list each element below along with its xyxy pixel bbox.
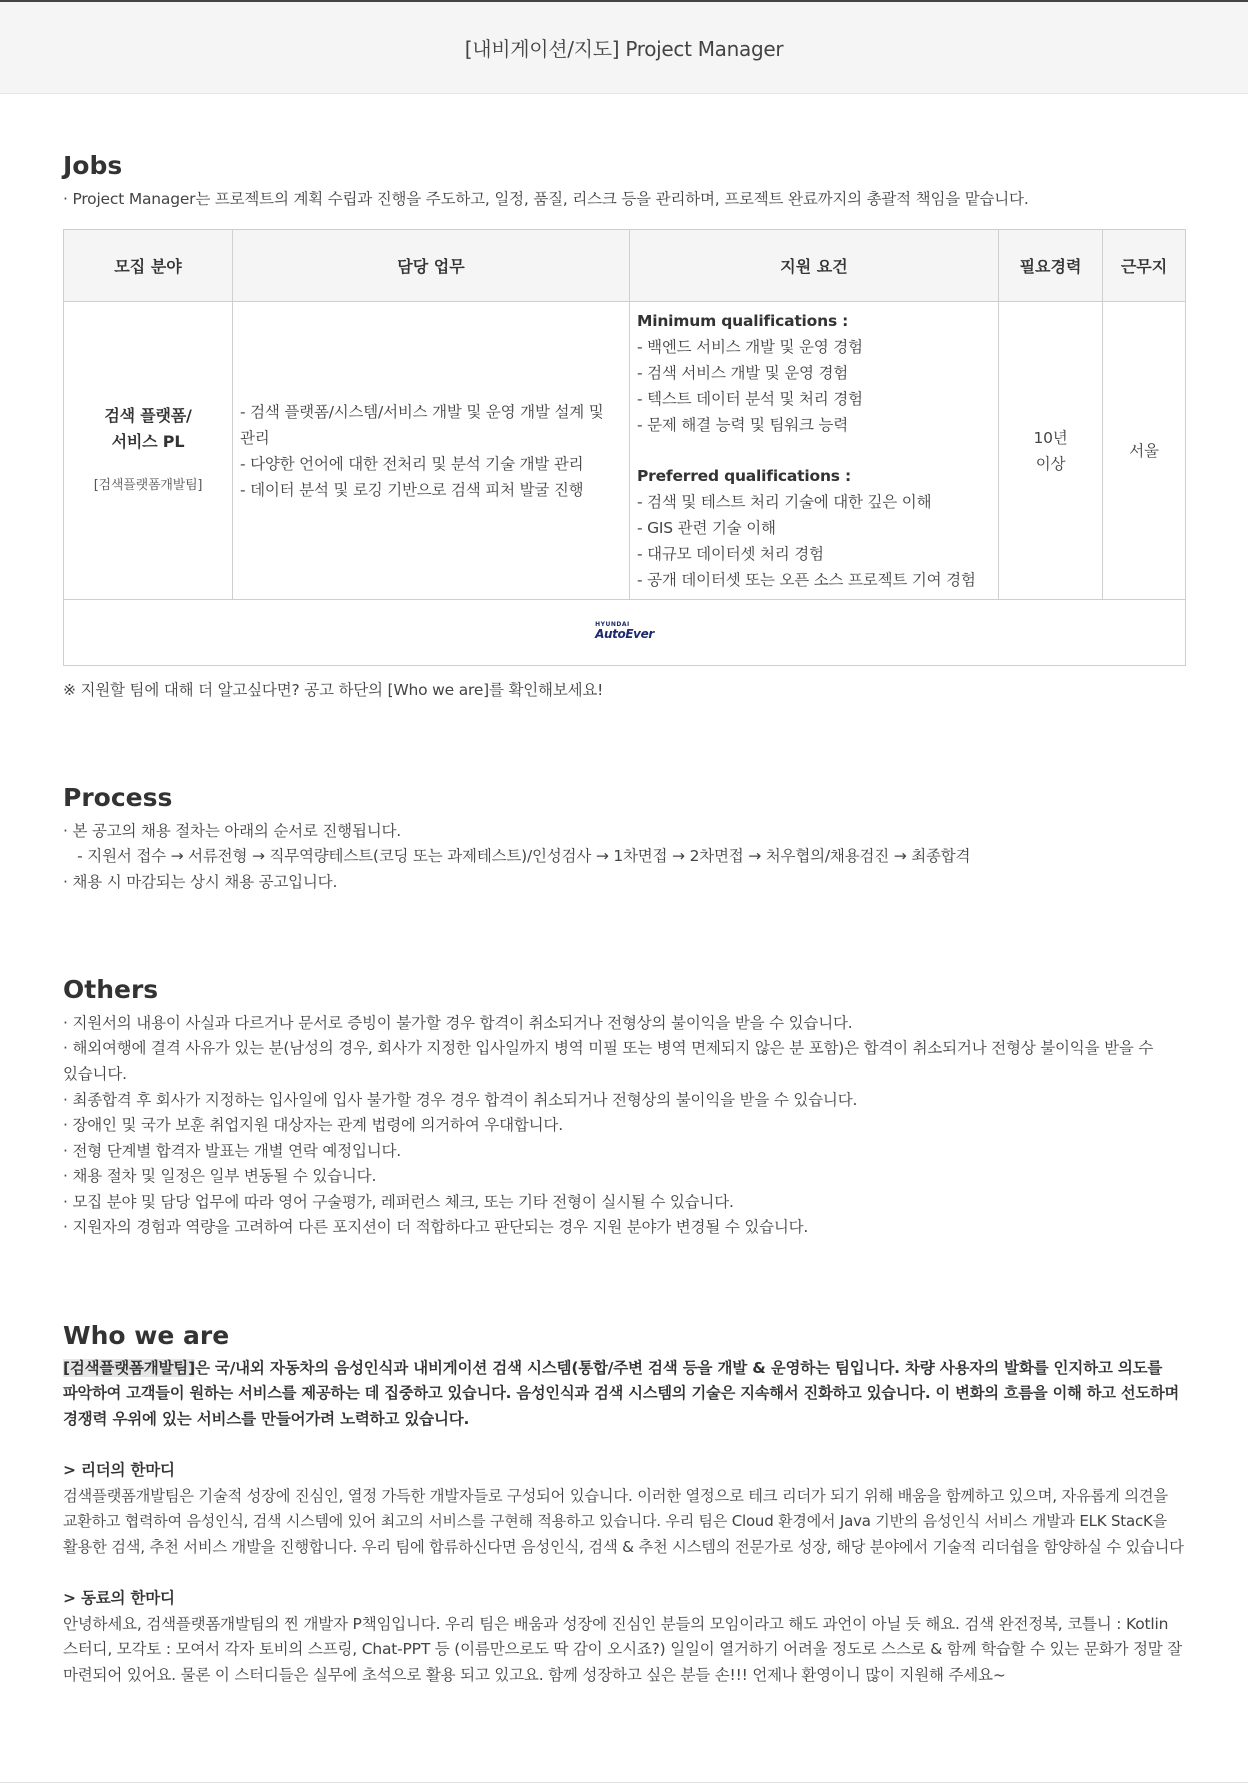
min-qualifications-title: Minimum qualifications :	[637, 312, 849, 330]
min-qualification-item: - 문제 해결 능력 및 팀워크 능력	[637, 416, 849, 434]
header-duty: 담당 업무	[233, 230, 630, 302]
field-name-line-1: 검색 플랫폼/	[104, 405, 192, 425]
colleague-title: > 동료의 한마디	[63, 1589, 175, 1607]
pref-qualifications-title: Preferred qualifications :	[637, 467, 852, 485]
others-line: · 지원자의 경험과 역량을 고려하여 다른 포지션이 더 적합하다고 판단되는 경우 지원 분야가 변경될 수 있습니다.	[63, 1218, 809, 1236]
process-line: · 본 공고의 채용 절차는 아래의 순서로 진행됩니다.	[63, 822, 402, 840]
min-qualification-item: - 검색 서비스 개발 및 운영 경험	[637, 364, 849, 382]
logo-main-text: AutoEver	[595, 626, 654, 641]
spacer	[637, 438, 991, 463]
logo-top-text: HYUNDAI	[595, 620, 630, 628]
others-line: · 모집 분야 및 담당 업무에 따라 영어 구술평가, 레퍼런스 체크, 또는 기타 전형이 실시될 수 있습니다.	[63, 1193, 734, 1211]
table-header-row	[64, 230, 1186, 302]
duty-line: - 다양한 언어에 대한 전처리 및 분석 기술 개발 관리	[240, 454, 584, 473]
process-line: · 채용 시 마감되는 상시 채용 공고입니다.	[63, 873, 338, 891]
colleague-line: 안녕하세요, 검색플랫폼개발팀의 찐 개발자 P책임입니다. 우리 팀은 배움과 성장에 진심인 분들의 모임이라고 해도 과언이 아닐 듯 해요. 검색 완전정복, 코틀니 : Kotlin	[63, 1615, 1169, 1633]
location-cell: 서울	[1103, 302, 1186, 600]
field-name-line-2: 서비스 PL	[111, 431, 185, 451]
experience-line-2: 이상	[1035, 454, 1066, 473]
header-requirements: 지원 요건	[630, 230, 999, 302]
pref-qualification-item: - GIS 관련 기술 이해	[637, 519, 776, 537]
others-line: · 장애인 및 국가 보훈 취업지원 대상자는 관계 법령에 의거하여 우대합니다.	[63, 1116, 563, 1134]
min-qualification-item: - 텍스트 데이터 분석 및 처리 경험	[637, 390, 863, 408]
duty-line: - 검색 플랫폼/시스템/서비스 개발 및 운영 개발 설계 및	[240, 402, 604, 421]
duty-line: 관리	[240, 428, 270, 447]
pref-qualification-item: - 공개 데이터셋 또는 오픈 소스 프로젝트 기여 경험	[637, 571, 976, 589]
logo-cell	[64, 600, 1186, 666]
others-line: · 지원서의 내용이 사실과 다르거나 문서로 증빙이 불가할 경우 합격이 취소되거나 전형상의 불이익을 받을 수 있습니다.	[63, 1014, 853, 1032]
leader-line: 검색플랫폼개발팀은 기술적 성장에 진심인, 열정 가득한 개발자들로 구성되어 있습니다. 이러한 열정으로 테크 리더가 되기 위해 배움을 함께하고 있으며, 자유롭게 의견을	[63, 1487, 1168, 1505]
experience-line-1: 10년	[1033, 428, 1068, 447]
who-intro-text: 은 국/내외 자동차의 음성인식과 내비게이션 검색 시스템(통합/주변 검색 등을 개발 & 운영하는 팀입니다. 차량 사용자의 발화를 인지하고 의도를	[194, 1359, 1163, 1377]
others-line: · 채용 절차 및 일정은 일부 변동될 수 있습니다.	[63, 1167, 377, 1185]
who-title: Who we are	[63, 1321, 230, 1350]
header-experience: 필요경력	[999, 230, 1103, 302]
leader-line: 교환하고 협력하여 음성인식, 검색 시스템에 있어 최고의 서비스를 구현해 적용하고 있습니다. 우리 팀은 Cloud 환경에서 Java 기반의 음성인식 서비스 개발과 ELK StacK을	[63, 1512, 1167, 1530]
leader-line: 활용한 검색, 추천 서비스 개발을 진행합니다. 우리 팀에 합류하신다면 음성인식, 검색 & 추천 시스템의 전문가로 성장, 해당 분야에서 기술적 리더쉽을 함양하실 수 있습니다	[63, 1538, 1184, 1556]
duty-cell	[233, 302, 630, 600]
hyundai-autoever-logo	[595, 622, 654, 640]
others-line: · 전형 단계별 합격자 발표는 개별 연락 예정입니다.	[63, 1142, 402, 1160]
who-intro-line-2: 파악하여 고객들이 원하는 서비스를 제공하는 데 집중하고 있습니다. 음성인식과 검색 시스템의 기술은 지속해서 진화하고 있습니다. 이 변화의 흐름을 이해 하고 선도하며	[63, 1384, 1180, 1402]
table-row	[64, 302, 1186, 600]
jobs-note: ※ 지원할 팀에 대해 더 알고싶다면? 공고 하단의 [Who we are]를 확인해보세요!	[63, 681, 604, 699]
others-title: Others	[63, 975, 159, 1004]
leader-title: > 리더의 한마디	[63, 1461, 175, 1479]
jobs-summary: · Project Manager는 프로젝트의 계획 수립과 진행을 주도하고, 일정, 품질, 리스크 등을 관리하며, 프로젝트 완료까지의 총괄적 책임을 맡습니다.	[63, 190, 1029, 208]
who-intro-line-1	[63, 1356, 1162, 1381]
colleague-line: 스터디, 모각토 : 모여서 각자 토비의 스프링, Chat-PPT 등 (이름만으로도 딱 감이 오시죠?) 일일이 열거하기 어려울 정도로 스스로 & 함께 학습할 수 있는 문화가 정말 잘	[63, 1640, 1183, 1658]
who-intro-line-3: 경쟁력 우위에 있는 서비스를 만들어가려 노력하고 있습니다.	[63, 1410, 470, 1428]
process-steps: - 지원서 접수 → 서류전형 → 직무역량테스트(코딩 또는 과제테스트)/인성검사 → 1차면접 → 2차면접 → 처우협의/채용검진 → 최종합격	[63, 847, 971, 865]
team-highlight: [검색플랫폼개발팀]	[63, 1359, 195, 1377]
page-header	[0, 2, 1248, 94]
bottom-divider	[0, 1782, 1248, 1783]
pref-qualification-item: - 검색 및 테스트 처리 기술에 대한 깊은 이해	[637, 493, 932, 511]
jobs-table	[63, 229, 1186, 666]
min-qualification-item: - 백엔드 서비스 개발 및 운영 경험	[637, 338, 863, 356]
field-team: [검색플랫폼개발팀]	[93, 477, 203, 493]
duty-line: - 데이터 분석 및 로깅 기반으로 검색 피처 발굴 진행	[240, 480, 584, 499]
requirements-cell	[630, 302, 999, 600]
others-line: 있습니다.	[63, 1065, 127, 1083]
experience-cell	[999, 302, 1103, 600]
colleague-line: 마련되어 있어요. 물론 이 스터디들은 실무에 초석으로 활용 되고 있고요. 함께 성장하고 싶은 분들 손!!! 언제나 환영이니 많이 지원해 주세요~	[63, 1666, 1006, 1684]
page-title: [내비게이션/지도] Project Manager	[464, 37, 784, 61]
header-location: 근무지	[1103, 230, 1186, 302]
logo-row	[64, 600, 1186, 666]
jobs-title: Jobs	[63, 151, 123, 180]
header-field: 모집 분야	[64, 230, 233, 302]
others-line: · 최종합격 후 회사가 지정하는 입사일에 입사 불가할 경우 경우 합격이 취소되거나 전형상의 불이익을 받을 수 있습니다.	[63, 1091, 858, 1109]
others-line: · 해외여행에 결격 사유가 있는 분(남성의 경우, 회사가 지정한 입사일까지 병역 미필 또는 병역 면제되지 않은 분 포함)은 합격이 취소되거나 전형상 불이익을 받을 수	[63, 1039, 1154, 1057]
field-cell	[64, 302, 233, 600]
process-title: Process	[63, 783, 173, 812]
pref-qualification-item: - 대규모 데이터셋 처리 경험	[637, 545, 824, 563]
